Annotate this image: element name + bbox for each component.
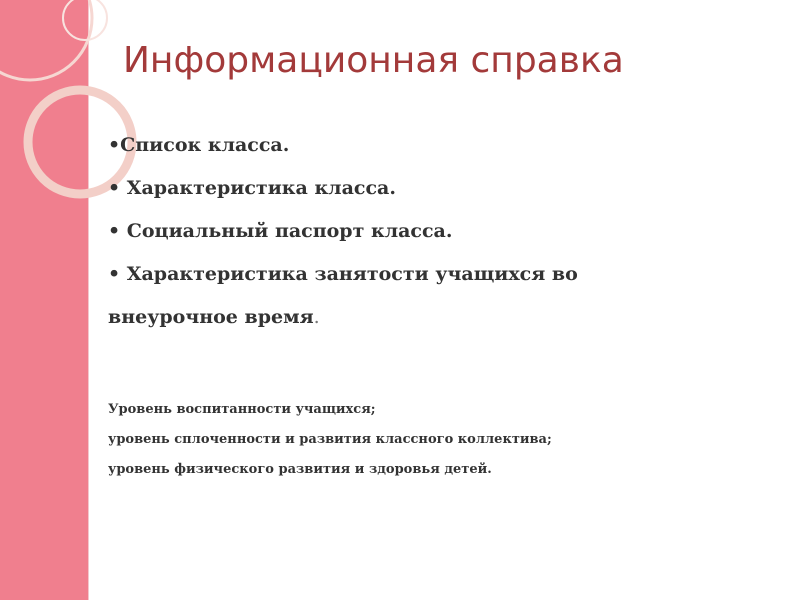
bullet-list <box>108 126 748 341</box>
bullet-continuation-text: внеурочное время <box>108 306 314 328</box>
details-list <box>108 397 552 487</box>
detail-item-cohesion: уровень сплоченности и развития классного коллектива; <box>108 432 552 447</box>
small-ring <box>63 0 107 40</box>
slide-title: Информационная справка <box>123 40 624 81</box>
bullet-item-employment-continued <box>108 298 748 341</box>
bullet-item-class-list: •Список класса. <box>108 134 290 156</box>
bullet-item-employment: • Характеристика занятости учащихся во <box>108 263 578 285</box>
detail-item-upbringing: Уровень воспитанности учащихся; <box>108 402 376 417</box>
bullet-item-social-passport: • Социальный паспорт класса. <box>108 220 453 242</box>
large-ring <box>0 0 92 80</box>
bullet-item-class-characteristics: • Характеристика класса. <box>108 177 396 199</box>
bullet-continuation-period: . <box>313 306 320 328</box>
detail-item-health: уровень физического развития и здоровья детей. <box>108 462 492 477</box>
